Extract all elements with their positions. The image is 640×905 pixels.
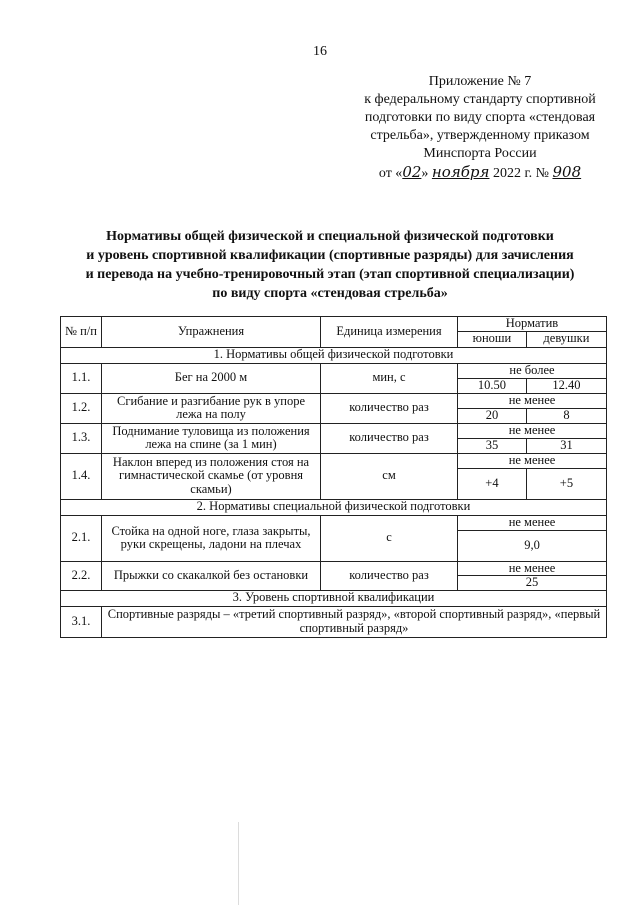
appendix-line-5: Минспорта России: [423, 146, 537, 161]
appendix-header: [340, 73, 620, 183]
header-girls: девушки: [526, 331, 606, 347]
scan-margin-line: [238, 822, 239, 905]
header-exercise: Упражнения: [102, 317, 321, 348]
header-boys: юноши: [458, 331, 527, 347]
row-1-3-condition: не менее: [458, 423, 607, 438]
row-1-1-exercise: Бег на 2000 м: [102, 363, 321, 393]
row-1-4-num: 1.4.: [61, 453, 102, 499]
title-line-2: и уровень спортивной квалификации (спортивные разряды) для зачисления: [86, 248, 574, 263]
header-norm: Норматив: [458, 317, 607, 332]
row-1-2-num: 1.2.: [61, 393, 102, 423]
row-1-3-num: 1.3.: [61, 423, 102, 453]
header-unit: Единица измерения: [321, 317, 458, 348]
row-1-2-exercise: Сгибание и разгибание рук в упоре лежа на полу: [102, 393, 321, 423]
row-2-2-unit: количество раз: [321, 561, 458, 590]
row-2-1-condition: не менее: [458, 515, 607, 530]
order-number: 908: [552, 163, 582, 181]
row-1-3-boys: 35: [458, 438, 527, 453]
order-day: 02: [402, 163, 422, 181]
row-1-1-unit: мин, с: [321, 363, 458, 393]
row-1-3-unit: количество раз: [321, 423, 458, 453]
row-2-1-unit: с: [321, 515, 458, 561]
row-1-1-num: 1.1.: [61, 363, 102, 393]
row-2-1-value: 9,0: [458, 530, 607, 561]
title-line-1: Нормативы общей физической и специальной физической подготовки: [106, 229, 554, 244]
row-2-2-value: 25: [458, 576, 607, 591]
title-line-3: и перевода на учебно-тренировочный этап (этап спортивной специализации): [85, 267, 575, 282]
row-1-1-girls: 12.40: [526, 378, 606, 393]
row-3-1-text: Спортивные разряды – «третий спортивный разряд», «второй спортивный разряд», «первый спортивный разряд»: [102, 606, 607, 637]
row-1-3-girls: 31: [526, 438, 606, 453]
row-1-2-boys: 20: [458, 408, 527, 423]
row-1-4-condition: не менее: [458, 453, 607, 468]
row-1-4-girls: +5: [526, 468, 606, 499]
row-1-4-unit: см: [321, 453, 458, 499]
row-2-2-num: 2.2.: [61, 561, 102, 590]
section-2-header: 2. Нормативы специальной физической подготовки: [61, 499, 607, 515]
section-1-header: 1. Нормативы общей физической подготовки: [61, 347, 607, 363]
date-mid: »: [421, 166, 429, 181]
row-2-1-num: 2.1.: [61, 515, 102, 561]
row-1-2-unit: количество раз: [321, 393, 458, 423]
date-prefix: от «: [378, 166, 403, 181]
row-1-2-condition: не менее: [458, 393, 607, 408]
row-1-1-boys: 10.50: [458, 378, 527, 393]
appendix-line-2: к федеральному стандарту спортивной: [364, 92, 596, 107]
title-line-4: по виду спорта «стендовая стрельба»: [212, 286, 448, 301]
section-3-header: 3. Уровень спортивной квалификации: [61, 590, 607, 606]
appendix-line-1: Приложение № 7: [428, 74, 532, 89]
header-num: № п/п: [61, 317, 102, 348]
page-number: 16: [313, 44, 327, 59]
order-month: ноября: [431, 163, 490, 181]
appendix-line-4: стрельба», утвержденному приказом: [370, 128, 590, 143]
row-1-2-girls: 8: [526, 408, 606, 423]
row-3-1-num: 3.1.: [61, 606, 102, 637]
row-2-2-exercise: Прыжки со скакалкой без остановки: [102, 561, 321, 590]
row-1-4-exercise: Наклон вперед из положения стоя на гимнастической скамье (от уровня скамьи): [102, 453, 321, 499]
row-1-1-condition: не более: [458, 363, 607, 378]
appendix-line-3: подготовки по виду спорта «стендовая: [364, 110, 596, 125]
document-title: [40, 227, 620, 303]
row-2-2-condition: не менее: [458, 561, 607, 576]
row-2-1-exercise: Стойка на одной ноге, глаза закрыты, руки скрещены, ладони на плечах: [102, 515, 321, 561]
norms-table: [60, 316, 607, 638]
row-1-3-exercise: Поднимание туловища из положения лежа на спине (за 1 мин): [102, 423, 321, 453]
row-1-4-boys: +4: [458, 468, 527, 499]
order-year: 2022 г. №: [492, 166, 549, 181]
order-date-line: [340, 163, 620, 183]
